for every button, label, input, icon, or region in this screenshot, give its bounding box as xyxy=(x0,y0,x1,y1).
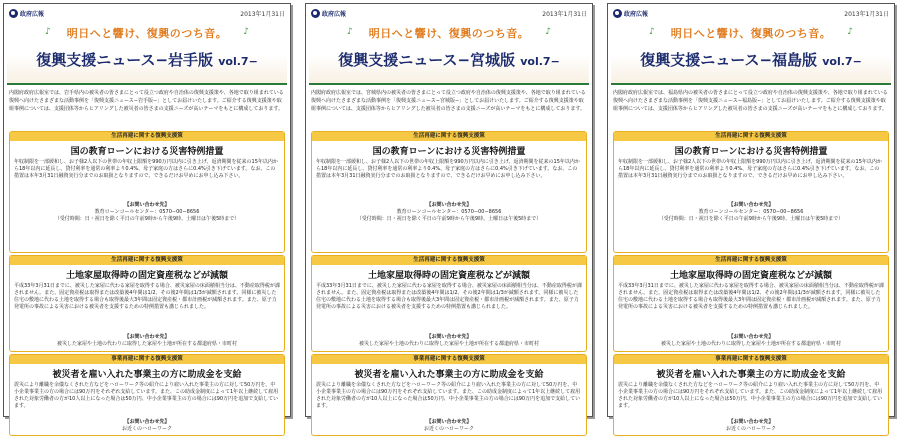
government-emblem-icon xyxy=(311,9,320,18)
title-volume: vol.7− xyxy=(520,55,560,68)
contact-line: （受付時間：日・祝日を除く平日の午前9時から午後9時、土曜日は午後5時まで） xyxy=(54,216,240,222)
contact-line: お近くのハローワーク xyxy=(725,426,776,432)
section-category: 事業再建に関する復興支援策 xyxy=(614,355,888,364)
contact-heading: 【お問い合わせ先】 xyxy=(124,202,170,208)
music-note-icon: ♪ xyxy=(649,27,655,37)
page-header xyxy=(4,6,290,20)
support-section xyxy=(311,354,587,436)
music-note-icon: ♪ xyxy=(45,27,51,37)
section-category: 生活再建に関する復興支援策 xyxy=(10,132,284,141)
section-category: 生活再建に関する復興支援策 xyxy=(614,256,888,265)
section-body: 震災により離職を余儀なくされた方などをハローワーク等の紹介により雇い入れた事業主の方に対して50万円を、中小企業事業主の方の場合には90万円をそれぞれ支給しています。また、この助成金制度によって1年以上継続して雇用された対象労働者の方が10人以上になった場合は50万円、中小企業事業主の方の場合には90万円を追加で支給しています。 xyxy=(14,382,279,409)
issue-date: 2013年1月31日 xyxy=(844,10,889,18)
contact-info xyxy=(10,334,284,348)
issue-date: 2013年1月31日 xyxy=(240,10,285,18)
contact-line: 教育ローンコールセンター：0570−00−8656 xyxy=(396,209,502,215)
section-category: 生活再建に関する復興支援策 xyxy=(10,256,284,265)
section-body: 年収制限を一部緩和し、お子様2人以下の世帯の年収上限額を990万円以内に引き上げ、返済期間を従来の15年以内から18年以内に延長し、貸付利率を通常の利率より0.4%、母子家庭の方はさらに0.4%引き下げています。なお、この措置は本年3月31日融資実行分までのお取扱となりますので、できるだけお早めにお申し込み下さい。 xyxy=(14,159,278,179)
music-note-icon: ♪ xyxy=(545,27,551,37)
newsletter-title xyxy=(611,49,891,70)
contact-line: 教育ローンコールセンター：0570−00−8656 xyxy=(698,209,804,215)
support-section xyxy=(311,255,587,352)
support-section xyxy=(613,255,889,352)
government-emblem-icon xyxy=(9,9,18,18)
title-banner xyxy=(7,21,287,85)
section-title: 土地家屋取得時の固定資産税などが減額 xyxy=(65,271,228,281)
section-category: 事業再建に関する復興支援策 xyxy=(312,355,586,364)
newsletter-page xyxy=(305,3,593,432)
section-title: 国の教育ローンにおける災害特例措置 xyxy=(674,147,828,157)
contact-heading: 【お問い合わせ先】 xyxy=(426,202,472,208)
contact-heading: 【お問い合わせ先】 xyxy=(728,419,774,425)
contact-info xyxy=(10,202,284,223)
government-pr-logo xyxy=(9,9,44,18)
title-volume: vol.7− xyxy=(822,55,862,68)
contact-heading: 【お問い合わせ先】 xyxy=(728,202,774,208)
section-title: 被災者を雇い入れた事業主の方に助成金を支給 xyxy=(656,370,846,380)
contact-line: 教育ローンコールセンター：0570−00−8656 xyxy=(94,209,200,215)
contact-heading: 【お問い合わせ先】 xyxy=(124,419,170,425)
government-emblem-icon xyxy=(613,9,622,18)
newsletter-title xyxy=(309,49,589,70)
title-banner xyxy=(611,21,891,85)
section-category: 生活再建に関する復興支援策 xyxy=(312,132,586,141)
contact-line: 被災した家屋や土地の代わりに取得した家屋や土地が所在する都道府県・市町村 xyxy=(56,341,237,347)
contact-line: （受付時間：日・祝日を除く平日の午前9時から午後9時、土曜日は午後5時まで） xyxy=(658,216,844,222)
support-section xyxy=(9,354,285,436)
section-body: 年収制限を一部緩和し、お子様2人以下の世帯の年収上限額を990万円以内に引き上げ、返済期間を従来の15年以内から18年以内に延長し、貸付利率を通常の利率より0.4%、母子家庭の方はさらに0.4%引き下げています。なお、この措置は本年3月31日融資実行分までのお取扱となりますので、できるだけお早めにお申し込み下さい。 xyxy=(618,159,882,179)
page-header xyxy=(608,6,894,20)
slogan: 明日へと響け、復興のつち音。 xyxy=(670,27,832,40)
logo-text: 政府広報 xyxy=(20,10,45,18)
support-section xyxy=(311,131,587,253)
music-note-icon: ♪ xyxy=(847,27,853,37)
section-category: 事業再建に関する復興支援策 xyxy=(10,355,284,364)
title-banner xyxy=(309,21,589,85)
contact-info xyxy=(614,334,888,348)
section-body: 平成33年3月31日までに、被災した家屋に代わる家屋を取得する場合、被災家屋の床面積相当分は、不動産取得税が課されません。また、固定資産税は取得または改築後4年間は1/2、その後2年間は1/3が減額されます。同様に被災した住宅の敷地に代わる土地を取得する場合も取得後最大3年間は固定資産税・都市計画税が減額されます。また、原子力発電所の事故による災害における被災者を支援するための特例措置も講じられました。 xyxy=(14,283,280,310)
logo-text: 政府広報 xyxy=(624,10,649,18)
title-main: 復興支援ニュース−宮城版 xyxy=(338,51,521,69)
section-body: 年収制限を一部緩和し、お子様2人以下の世帯の年収上限額を990万円以内に引き上げ、返済期間を従来の15年以内から18年以内に延長し、貸付利率を通常の利率より0.4%、母子家庭の方はさらに0.4%引き下げています。なお、この措置は本年3月31日融資実行分までのお取扱となりますので、できるだけお早めにお申し込み下さい。 xyxy=(316,159,580,179)
section-body: 震災により離職を余儀なくされた方などをハローワーク等の紹介により雇い入れた事業主の方に対して50万円を、中小企業事業主の方の場合には90万円をそれぞれ支給しています。また、この助成金制度によって1年以上継続して雇用された対象労働者の方が10人以上になった場合は50万円、中小企業事業主の方の場合には90万円を追加で支給しています。 xyxy=(316,382,581,409)
support-section xyxy=(9,255,285,352)
slogan: 明日へと響け、復興のつち音。 xyxy=(368,27,530,40)
support-section xyxy=(613,354,889,436)
section-title: 土地家屋取得時の固定資産税などが減額 xyxy=(669,271,832,281)
section-body: 平成33年3月31日までに、被災した家屋に代わる家屋を取得する場合、被災家屋の床面積相当分は、不動産取得税が課されません。また、固定資産税は取得または改築後4年間は1/2、その後2年間は1/3が減額されます。同様に被災した住宅の敷地に代わる土地を取得する場合も取得後最大3年間は固定資産税・都市計画税が減額されます。また、原子力発電所の事故による災害における被災者を支援するための特例措置も講じられました。 xyxy=(618,283,884,310)
section-body: 震災により離職を余儀なくされた方などをハローワーク等の紹介により雇い入れた事業主の方に対して50万円を、中小企業事業主の方の場合には90万円をそれぞれ支給しています。また、この助成金制度によって1年以上継続して雇用された対象労働者の方が10人以上になった場合は50万円、中小企業事業主の方の場合には90万円を追加で支給しています。 xyxy=(618,382,883,409)
section-title: 被災者を雇い入れた事業主の方に助成金を支給 xyxy=(354,370,544,380)
title-volume: vol.7− xyxy=(218,55,258,68)
intro-paragraph: 内閣府政府広報室では、岩手県内の被災者の皆さまにとって役立つ政府や自治体の復興支援策や、各地で取り組まれている復興へ向けたさまざまな活動事例を「復興支援ニュース−岩手版−」としてお届けいたします。ご紹介する復興支援策や取組事例については、支援団体等からヒアリングした被災者の皆さまの支援ニーズが高いテーマをもとに構成しております。 xyxy=(9,90,284,112)
contact-heading: 【お問い合わせ先】 xyxy=(728,334,774,340)
music-note-icon: ♪ xyxy=(347,27,353,37)
section-body: 平成33年3月31日までに、被災した家屋に代わる家屋を取得する場合、被災家屋の床面積相当分は、不動産取得税が課されません。また、固定資産税は取得または改築後4年間は1/2、その後2年間は1/3が減額されます。同様に被災した住宅の敷地に代わる土地を取得する場合も取得後最大3年間は固定資産税・都市計画税が減額されます。また、原子力発電所の事故による災害における被災者を支援するための特例措置も講じられました。 xyxy=(316,283,582,310)
slogan: 明日へと響け、復興のつち音。 xyxy=(66,27,228,40)
contact-line: 被災した家屋や土地の代わりに取得した家屋や土地が所在する都道府県・市町村 xyxy=(358,341,539,347)
intro-paragraph: 内閣府政府広報室では、福島県内の被災者の皆さまにとって役立つ政府や自治体の復興支援策や、各地で取り組まれている復興へ向けたさまざまな活動事例を「復興支援ニュース−福島版−」としてお届けいたします。ご紹介する復興支援策や取組事例については、支援団体等からヒアリングした被災者の皆さまの支援ニーズが高いテーマをもとに構成しております。 xyxy=(613,90,888,112)
contact-info xyxy=(312,419,586,433)
section-title: 国の教育ローンにおける災害特例措置 xyxy=(70,147,224,157)
section-category: 生活再建に関する復興支援策 xyxy=(312,256,586,265)
section-category: 生活再建に関する復興支援策 xyxy=(614,132,888,141)
contact-line: お近くのハローワーク xyxy=(423,426,474,432)
title-main: 復興支援ニュース−福島版 xyxy=(640,51,823,69)
contact-info xyxy=(10,419,284,433)
newsletter-page xyxy=(3,3,291,432)
logo-text: 政府広報 xyxy=(322,10,347,18)
newsletter-page xyxy=(607,3,895,432)
support-section xyxy=(9,131,285,253)
contact-heading: 【お問い合わせ先】 xyxy=(426,334,472,340)
contact-heading: 【お問い合わせ先】 xyxy=(426,419,472,425)
section-title: 土地家屋取得時の固定資産税などが減額 xyxy=(367,271,530,281)
intro-paragraph: 内閣府政府広報室では、宮城県内の被災者の皆さまにとって役立つ政府や自治体の復興支援策や、各地で取り組まれている復興へ向けたさまざまな活動事例を「復興支援ニュース−宮城版−」としてお届けいたします。ご紹介する復興支援策や取組事例については、支援団体等からヒアリングした被災者の皆さまの支援ニーズが高いテーマをもとに構成しております。 xyxy=(311,90,586,112)
newsletter-title xyxy=(7,49,287,70)
title-main: 復興支援ニュース−岩手版 xyxy=(36,51,219,69)
government-pr-logo xyxy=(311,9,346,18)
contact-line: お近くのハローワーク xyxy=(121,426,172,432)
section-title: 国の教育ローンにおける災害特例措置 xyxy=(372,147,526,157)
section-title: 被災者を雇い入れた事業主の方に助成金を支給 xyxy=(52,370,242,380)
support-section xyxy=(613,131,889,253)
issue-date: 2013年1月31日 xyxy=(542,10,587,18)
contact-info xyxy=(312,334,586,348)
music-note-icon: ♪ xyxy=(243,27,249,37)
contact-line: 被災した家屋や土地の代わりに取得した家屋や土地が所在する都道府県・市町村 xyxy=(660,341,841,347)
page-header xyxy=(306,6,592,20)
contact-info xyxy=(614,202,888,223)
government-pr-logo xyxy=(613,9,648,18)
contact-line: （受付時間：日・祝日を除く平日の午前9時から午後9時、土曜日は午後5時まで） xyxy=(356,216,542,222)
contact-info xyxy=(614,419,888,433)
contact-heading: 【お問い合わせ先】 xyxy=(124,334,170,340)
contact-info xyxy=(312,202,586,223)
